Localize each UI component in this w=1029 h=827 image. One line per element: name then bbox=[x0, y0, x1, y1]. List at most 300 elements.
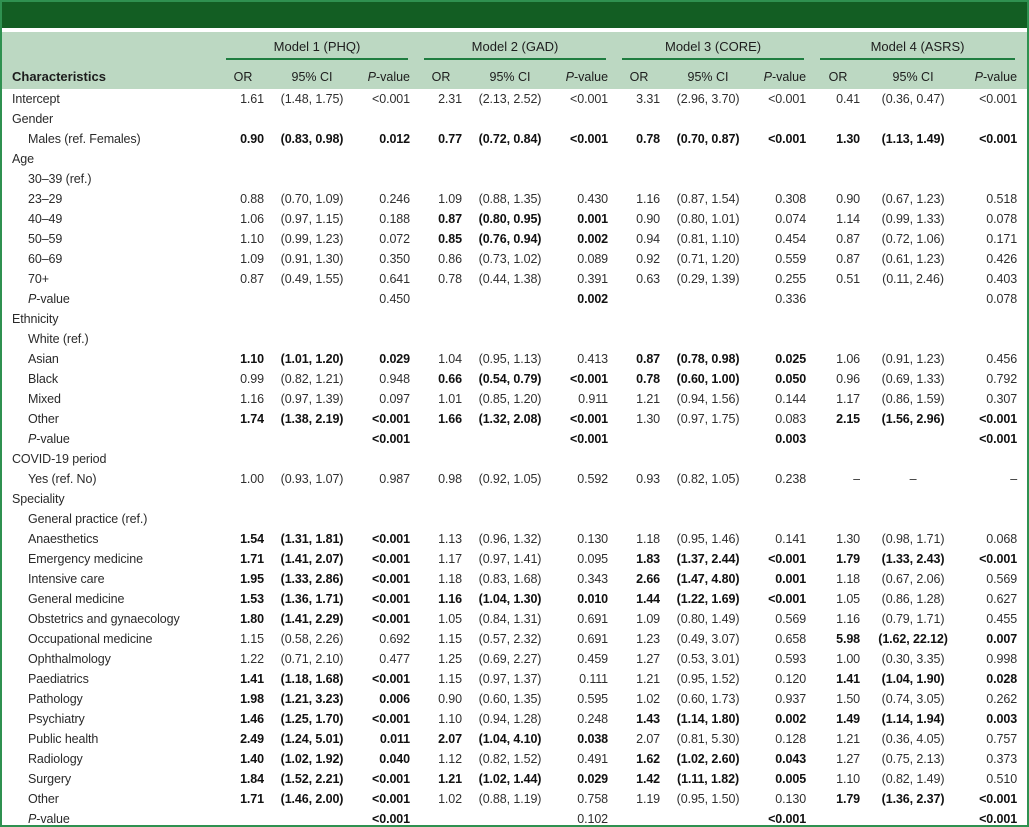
cell-ci: (1.62, 22.12) bbox=[878, 632, 948, 646]
cell-p bbox=[756, 449, 816, 469]
cell-p: 0.040 bbox=[379, 752, 411, 766]
cell-p: 0.569 bbox=[775, 612, 807, 626]
cell-or bbox=[420, 309, 462, 329]
cell-ci: (1.33, 2.86) bbox=[280, 572, 344, 586]
cell-p: 0.111 bbox=[579, 672, 609, 686]
row-label: Psychiatry bbox=[28, 712, 85, 726]
cell-p bbox=[360, 149, 420, 169]
column-header-p: P-value bbox=[558, 60, 618, 89]
cell-p: 0.454 bbox=[775, 232, 807, 246]
cell-ci: (0.84, 1.31) bbox=[478, 612, 542, 626]
cell-or: 2.31 bbox=[438, 92, 463, 106]
cell-p bbox=[756, 309, 816, 329]
cell-p: 0.426 bbox=[986, 252, 1018, 266]
cell-ci: (0.49, 1.55) bbox=[280, 272, 344, 286]
cell-ci: (0.81, 5.30) bbox=[676, 732, 740, 746]
table-row bbox=[2, 389, 1027, 409]
cell-p bbox=[966, 509, 1027, 529]
cell-p: 0.593 bbox=[775, 652, 807, 666]
cell-p: 0.188 bbox=[379, 212, 411, 226]
cell-ci: (0.72, 1.06) bbox=[881, 232, 945, 246]
cell-ci bbox=[264, 429, 360, 449]
cell-p: 0.144 bbox=[775, 392, 807, 406]
cell-or bbox=[816, 449, 860, 469]
table-row bbox=[2, 809, 1027, 827]
cell-or bbox=[618, 169, 660, 189]
cell-or: 2.66 bbox=[636, 572, 661, 586]
cell-ci: (0.49, 3.07) bbox=[676, 632, 740, 646]
cell-ci: (0.96, 1.32) bbox=[478, 532, 542, 546]
cell-or: 1.05 bbox=[438, 612, 463, 626]
table-row bbox=[2, 309, 1027, 329]
cell-or: 1.25 bbox=[438, 652, 463, 666]
cell-p bbox=[360, 329, 420, 349]
cell-p bbox=[966, 169, 1027, 189]
column-header-ci: 95% CI bbox=[660, 60, 756, 89]
cell-p: <0.001 bbox=[372, 812, 411, 826]
table-row bbox=[2, 149, 1027, 169]
cell-or: 1.17 bbox=[438, 552, 463, 566]
cell-p: 0.074 bbox=[775, 212, 807, 226]
cell-ci bbox=[660, 109, 756, 129]
cell-or: 1.05 bbox=[836, 592, 861, 606]
cell-p bbox=[558, 329, 618, 349]
cell-p: 0.003 bbox=[986, 712, 1018, 726]
row-label: Other bbox=[28, 792, 59, 806]
cell-ci: (1.14, 1.94) bbox=[881, 712, 945, 726]
cell-or: 1.42 bbox=[636, 772, 661, 786]
characteristics-header: Characteristics bbox=[2, 32, 222, 89]
cell-ci: (0.97, 1.37) bbox=[478, 672, 542, 686]
cell-p: <0.001 bbox=[372, 532, 411, 546]
cell-p bbox=[966, 329, 1027, 349]
cell-ci: (0.54, 0.79) bbox=[478, 372, 542, 386]
cell-ci: (1.36, 1.71) bbox=[280, 592, 344, 606]
model-header-3 bbox=[618, 32, 816, 60]
cell-or bbox=[816, 309, 860, 329]
cell-ci: (2.13, 2.52) bbox=[478, 92, 542, 106]
cell-ci bbox=[660, 329, 756, 349]
cell-or bbox=[618, 449, 660, 469]
table-row bbox=[2, 269, 1027, 289]
cell-p: 0.120 bbox=[775, 672, 807, 686]
cell-ci: (0.76, 0.94) bbox=[478, 232, 542, 246]
row-label: Anaesthetics bbox=[28, 532, 99, 546]
cell-ci bbox=[462, 429, 558, 449]
cell-p: 0.477 bbox=[379, 652, 411, 666]
cell-or: 1.83 bbox=[636, 552, 661, 566]
cell-p: 0.072 bbox=[379, 232, 411, 246]
row-label: Radiology bbox=[28, 752, 83, 766]
cell-ci bbox=[462, 809, 558, 827]
cell-or: 1.18 bbox=[636, 532, 661, 546]
table-row bbox=[2, 749, 1027, 769]
cell-ci bbox=[264, 449, 360, 469]
cell-or: 1.00 bbox=[240, 472, 264, 486]
table-row bbox=[2, 189, 1027, 209]
cell-p: 0.592 bbox=[577, 472, 609, 486]
cell-ci: (0.83, 0.98) bbox=[280, 132, 344, 146]
cell-p: 0.130 bbox=[775, 792, 807, 806]
table-body bbox=[2, 89, 1027, 827]
cell-p: 0.911 bbox=[578, 392, 609, 406]
row-label: General practice (ref.) bbox=[28, 512, 148, 526]
cell-p: 0.078 bbox=[986, 292, 1018, 306]
cell-p: 0.998 bbox=[986, 652, 1018, 666]
cell-or: 0.88 bbox=[240, 192, 264, 206]
cell-ci bbox=[660, 489, 756, 509]
cell-p: 0.691 bbox=[577, 632, 609, 646]
cell-or: 1.79 bbox=[836, 792, 861, 806]
cell-or: 1.15 bbox=[240, 632, 264, 646]
cell-or bbox=[420, 149, 462, 169]
cell-p bbox=[756, 489, 816, 509]
cell-or: 0.87 bbox=[836, 252, 861, 266]
cell-ci bbox=[860, 509, 966, 529]
cell-p bbox=[360, 169, 420, 189]
row-label: Intercept bbox=[12, 92, 60, 106]
table-row bbox=[2, 369, 1027, 389]
cell-ci bbox=[264, 809, 360, 827]
cell-p: <0.001 bbox=[979, 812, 1018, 826]
cell-p: <0.001 bbox=[372, 772, 411, 786]
row-label: Asian bbox=[28, 352, 59, 366]
table-row bbox=[2, 249, 1027, 269]
cell-or: 0.66 bbox=[438, 372, 463, 386]
cell-p: 0.491 bbox=[577, 752, 609, 766]
cell-or bbox=[618, 309, 660, 329]
table-row bbox=[2, 669, 1027, 689]
cell-ci: (1.36, 2.37) bbox=[881, 792, 945, 806]
cell-ci bbox=[264, 509, 360, 529]
cell-ci: (0.85, 1.20) bbox=[478, 392, 542, 406]
table-row bbox=[2, 89, 1027, 109]
cell-p: <0.001 bbox=[768, 92, 807, 106]
cell-or: 1.06 bbox=[836, 352, 861, 366]
cell-p: 0.413 bbox=[577, 352, 609, 366]
row-label: Gender bbox=[12, 112, 54, 126]
cell-or bbox=[222, 429, 264, 449]
cell-or: 0.87 bbox=[636, 352, 661, 366]
cell-p bbox=[966, 309, 1027, 329]
cell-ci: (1.11, 1.82) bbox=[677, 772, 740, 786]
cell-p: 0.001 bbox=[775, 572, 807, 586]
cell-ci: (0.93, 1.07) bbox=[280, 472, 344, 486]
column-header-p: P-value bbox=[360, 60, 420, 89]
cell-p bbox=[558, 489, 618, 509]
cell-p: 0.373 bbox=[986, 752, 1018, 766]
cell-or: 1.01 bbox=[438, 392, 463, 406]
column-header-p: P-value bbox=[966, 60, 1027, 89]
cell-ci: (0.94, 1.28) bbox=[478, 712, 542, 726]
model-header-2 bbox=[420, 32, 618, 60]
cell-p bbox=[360, 309, 420, 329]
cell-or: 1.27 bbox=[836, 752, 861, 766]
table-row bbox=[2, 529, 1027, 549]
cell-or bbox=[618, 809, 660, 827]
cell-p: 0.128 bbox=[775, 732, 807, 746]
cell-or bbox=[420, 169, 462, 189]
cell-or bbox=[420, 449, 462, 469]
cell-ci bbox=[462, 289, 558, 309]
row-label: P-value bbox=[28, 292, 70, 306]
cell-p: <0.001 bbox=[372, 712, 411, 726]
cell-ci bbox=[860, 169, 966, 189]
cell-or: 0.87 bbox=[836, 232, 861, 246]
cell-ci: (0.80, 1.49) bbox=[676, 612, 740, 626]
cell-or: 0.87 bbox=[240, 272, 264, 286]
cell-p: <0.001 bbox=[372, 552, 411, 566]
cell-ci bbox=[860, 149, 966, 169]
row-label: 60–69 bbox=[28, 252, 63, 266]
cell-ci: (0.91, 1.30) bbox=[280, 252, 344, 266]
table-row bbox=[2, 169, 1027, 189]
model-title: Model 1 (PHQ) bbox=[226, 33, 408, 60]
cell-ci: (0.83, 1.68) bbox=[478, 572, 542, 586]
cell-p: <0.001 bbox=[979, 92, 1018, 106]
cell-or: 1.15 bbox=[438, 632, 463, 646]
table-row bbox=[2, 209, 1027, 229]
table-row bbox=[2, 229, 1027, 249]
cell-ci: (1.41, 2.07) bbox=[280, 552, 344, 566]
cell-ci: (0.82, 1.21) bbox=[280, 372, 344, 386]
cell-ci bbox=[660, 309, 756, 329]
cell-ci: (0.67, 1.23) bbox=[881, 192, 945, 206]
cell-ci bbox=[264, 329, 360, 349]
cell-ci: (1.48, 1.75) bbox=[280, 92, 344, 106]
cell-or: 1.84 bbox=[240, 772, 264, 786]
cell-or: 0.78 bbox=[636, 372, 661, 386]
cell-or bbox=[420, 329, 462, 349]
cell-p: <0.001 bbox=[570, 92, 609, 106]
cell-ci bbox=[462, 169, 558, 189]
table-row bbox=[2, 589, 1027, 609]
cell-ci bbox=[860, 109, 966, 129]
cell-p: 0.455 bbox=[986, 612, 1018, 626]
table-row bbox=[2, 789, 1027, 809]
cell-or bbox=[618, 149, 660, 169]
row-label: 30–39 (ref.) bbox=[28, 172, 92, 186]
cell-or: 1.09 bbox=[636, 612, 661, 626]
cell-or: 0.90 bbox=[636, 212, 661, 226]
cell-p bbox=[966, 489, 1027, 509]
row-label: Intensive care bbox=[28, 572, 105, 586]
cell-p bbox=[360, 489, 420, 509]
cell-or: 1.49 bbox=[836, 712, 861, 726]
table-row bbox=[2, 429, 1027, 449]
cell-or: 1.50 bbox=[836, 692, 861, 706]
model-title: Model 2 (GAD) bbox=[424, 33, 606, 60]
row-label: Paediatrics bbox=[28, 672, 89, 686]
cell-ci: (0.36, 4.05) bbox=[881, 732, 945, 746]
row-label: Public health bbox=[28, 732, 99, 746]
table-row bbox=[2, 609, 1027, 629]
cell-ci: (0.95, 1.50) bbox=[676, 792, 740, 806]
cell-or bbox=[816, 509, 860, 529]
cell-ci: (1.33, 2.43) bbox=[881, 552, 945, 566]
cell-ci bbox=[660, 429, 756, 449]
row-label: 50–59 bbox=[28, 232, 63, 246]
cell-or: 1.00 bbox=[836, 652, 861, 666]
cell-p: <0.001 bbox=[372, 672, 411, 686]
cell-p: 0.095 bbox=[577, 552, 609, 566]
cell-p: 0.097 bbox=[379, 392, 411, 406]
cell-ci: (0.98, 1.71) bbox=[881, 532, 945, 546]
cell-ci bbox=[264, 309, 360, 329]
cell-p: 0.130 bbox=[577, 532, 609, 546]
cell-ci: (0.61, 1.23) bbox=[881, 252, 945, 266]
cell-or: 1.43 bbox=[636, 712, 661, 726]
cell-ci: (1.56, 2.96) bbox=[881, 412, 945, 426]
cell-p: 0.002 bbox=[577, 232, 609, 246]
cell-or bbox=[222, 169, 264, 189]
cell-p bbox=[558, 509, 618, 529]
cell-ci: (1.47, 4.80) bbox=[676, 572, 740, 586]
cell-ci: (0.97, 1.41) bbox=[478, 552, 542, 566]
cell-p: <0.001 bbox=[372, 592, 411, 606]
cell-or: 0.98 bbox=[438, 472, 463, 486]
cell-ci: (0.44, 1.38) bbox=[478, 272, 542, 286]
cell-or: 1.30 bbox=[636, 412, 661, 426]
cell-ci: (1.02, 1.44) bbox=[478, 772, 542, 786]
cell-or: – bbox=[853, 472, 861, 486]
table-row bbox=[2, 469, 1027, 489]
cell-ci bbox=[660, 509, 756, 529]
cell-p: 0.005 bbox=[775, 772, 807, 786]
cell-p: 0.001 bbox=[577, 212, 609, 226]
cell-p bbox=[756, 329, 816, 349]
cell-ci bbox=[860, 309, 966, 329]
cell-or: 1.16 bbox=[836, 612, 861, 626]
cell-or bbox=[420, 809, 462, 827]
cell-p bbox=[966, 109, 1027, 129]
cell-or: 1.09 bbox=[240, 252, 264, 266]
cell-p: 0.987 bbox=[379, 472, 411, 486]
cell-p bbox=[756, 169, 816, 189]
cell-p: <0.001 bbox=[372, 412, 411, 426]
cell-or: 2.15 bbox=[836, 412, 861, 426]
row-label: Males (ref. Females) bbox=[28, 132, 141, 146]
cell-or: 0.90 bbox=[438, 692, 463, 706]
row-label: White (ref.) bbox=[28, 332, 89, 346]
cell-ci: (1.04, 1.90) bbox=[881, 672, 945, 686]
row-label: 40–49 bbox=[28, 212, 63, 226]
cell-p: 0.028 bbox=[986, 672, 1018, 686]
cell-or bbox=[618, 329, 660, 349]
cell-p: 0.068 bbox=[986, 532, 1018, 546]
cell-p: 0.003 bbox=[775, 432, 807, 446]
column-header-ci: 95% CI bbox=[462, 60, 558, 89]
cell-p: <0.001 bbox=[570, 372, 609, 386]
cell-or: 1.46 bbox=[240, 712, 264, 726]
row-label: Black bbox=[28, 372, 59, 386]
cell-p: 0.403 bbox=[986, 272, 1018, 286]
cell-or: 1.02 bbox=[636, 692, 661, 706]
cell-ci: (0.80, 1.01) bbox=[676, 212, 740, 226]
cell-p: <0.001 bbox=[979, 552, 1018, 566]
cell-ci: (0.79, 1.71) bbox=[881, 612, 945, 626]
cell-or: 1.53 bbox=[240, 592, 264, 606]
cell-ci: (0.91, 1.23) bbox=[881, 352, 945, 366]
cell-p: 0.238 bbox=[775, 472, 807, 486]
cell-ci bbox=[264, 169, 360, 189]
row-label: P-value bbox=[28, 432, 70, 446]
cell-p: 0.006 bbox=[379, 692, 411, 706]
cell-or: 1.16 bbox=[438, 592, 463, 606]
cell-p bbox=[558, 149, 618, 169]
cell-or: 0.96 bbox=[836, 372, 861, 386]
cell-or: 1.18 bbox=[438, 572, 463, 586]
cell-ci: (1.01, 1.20) bbox=[280, 352, 344, 366]
model-header-4 bbox=[816, 32, 1027, 60]
cell-or: 0.90 bbox=[240, 132, 264, 146]
cell-or: 1.04 bbox=[438, 352, 463, 366]
cell-or bbox=[816, 169, 860, 189]
cell-or: 1.44 bbox=[636, 592, 661, 606]
cell-ci: (1.31, 1.81) bbox=[280, 532, 344, 546]
cell-or bbox=[420, 289, 462, 309]
cell-p: 0.627 bbox=[986, 592, 1018, 606]
cell-or bbox=[816, 149, 860, 169]
cell-ci: (1.25, 1.70) bbox=[280, 712, 344, 726]
cell-or: 1.09 bbox=[438, 192, 463, 206]
cell-p bbox=[966, 449, 1027, 469]
cell-ci: (0.97, 1.39) bbox=[280, 392, 344, 406]
cell-ci: (0.71, 1.20) bbox=[676, 252, 740, 266]
cell-p bbox=[756, 109, 816, 129]
row-label: 23–29 bbox=[28, 192, 63, 206]
row-label: Age bbox=[12, 152, 34, 166]
cell-p: <0.001 bbox=[570, 432, 609, 446]
cell-p bbox=[558, 109, 618, 129]
cell-or: 1.10 bbox=[240, 232, 264, 246]
table-row bbox=[2, 449, 1027, 469]
cell-ci: (0.92, 1.05) bbox=[478, 472, 542, 486]
cell-ci: (1.13, 1.49) bbox=[881, 132, 945, 146]
cell-or: 1.80 bbox=[240, 612, 264, 626]
cell-p: 0.308 bbox=[775, 192, 807, 206]
cell-ci bbox=[660, 449, 756, 469]
cell-p: <0.001 bbox=[372, 432, 411, 446]
table-row bbox=[2, 489, 1027, 509]
cell-p: <0.001 bbox=[979, 132, 1018, 146]
cell-p: 0.038 bbox=[577, 732, 609, 746]
cell-or bbox=[222, 809, 264, 827]
cell-ci bbox=[660, 149, 756, 169]
cell-or: 0.41 bbox=[836, 92, 861, 106]
cell-ci: (0.87, 1.54) bbox=[676, 192, 740, 206]
cell-or: 1.15 bbox=[438, 672, 463, 686]
title-bar bbox=[2, 2, 1027, 28]
cell-ci bbox=[462, 309, 558, 329]
cell-or: 1.02 bbox=[438, 792, 463, 806]
cell-p bbox=[360, 109, 420, 129]
cell-p: 0.029 bbox=[379, 352, 411, 366]
cell-ci: (1.32, 2.08) bbox=[478, 412, 542, 426]
cell-p: 0.510 bbox=[986, 772, 1018, 786]
cell-or: 1.71 bbox=[240, 552, 264, 566]
column-header-or: OR bbox=[618, 60, 660, 89]
cell-p: 0.391 bbox=[577, 272, 609, 286]
column-header-or: OR bbox=[420, 60, 462, 89]
cell-or: 1.13 bbox=[438, 532, 463, 546]
cell-ci: (1.14, 1.80) bbox=[676, 712, 740, 726]
cell-or: 5.98 bbox=[836, 632, 861, 646]
cell-p: 0.336 bbox=[775, 292, 807, 306]
cell-ci: (0.97, 1.15) bbox=[280, 212, 344, 226]
cell-ci: (0.57, 2.32) bbox=[478, 632, 542, 646]
cell-p: 0.002 bbox=[577, 292, 609, 306]
